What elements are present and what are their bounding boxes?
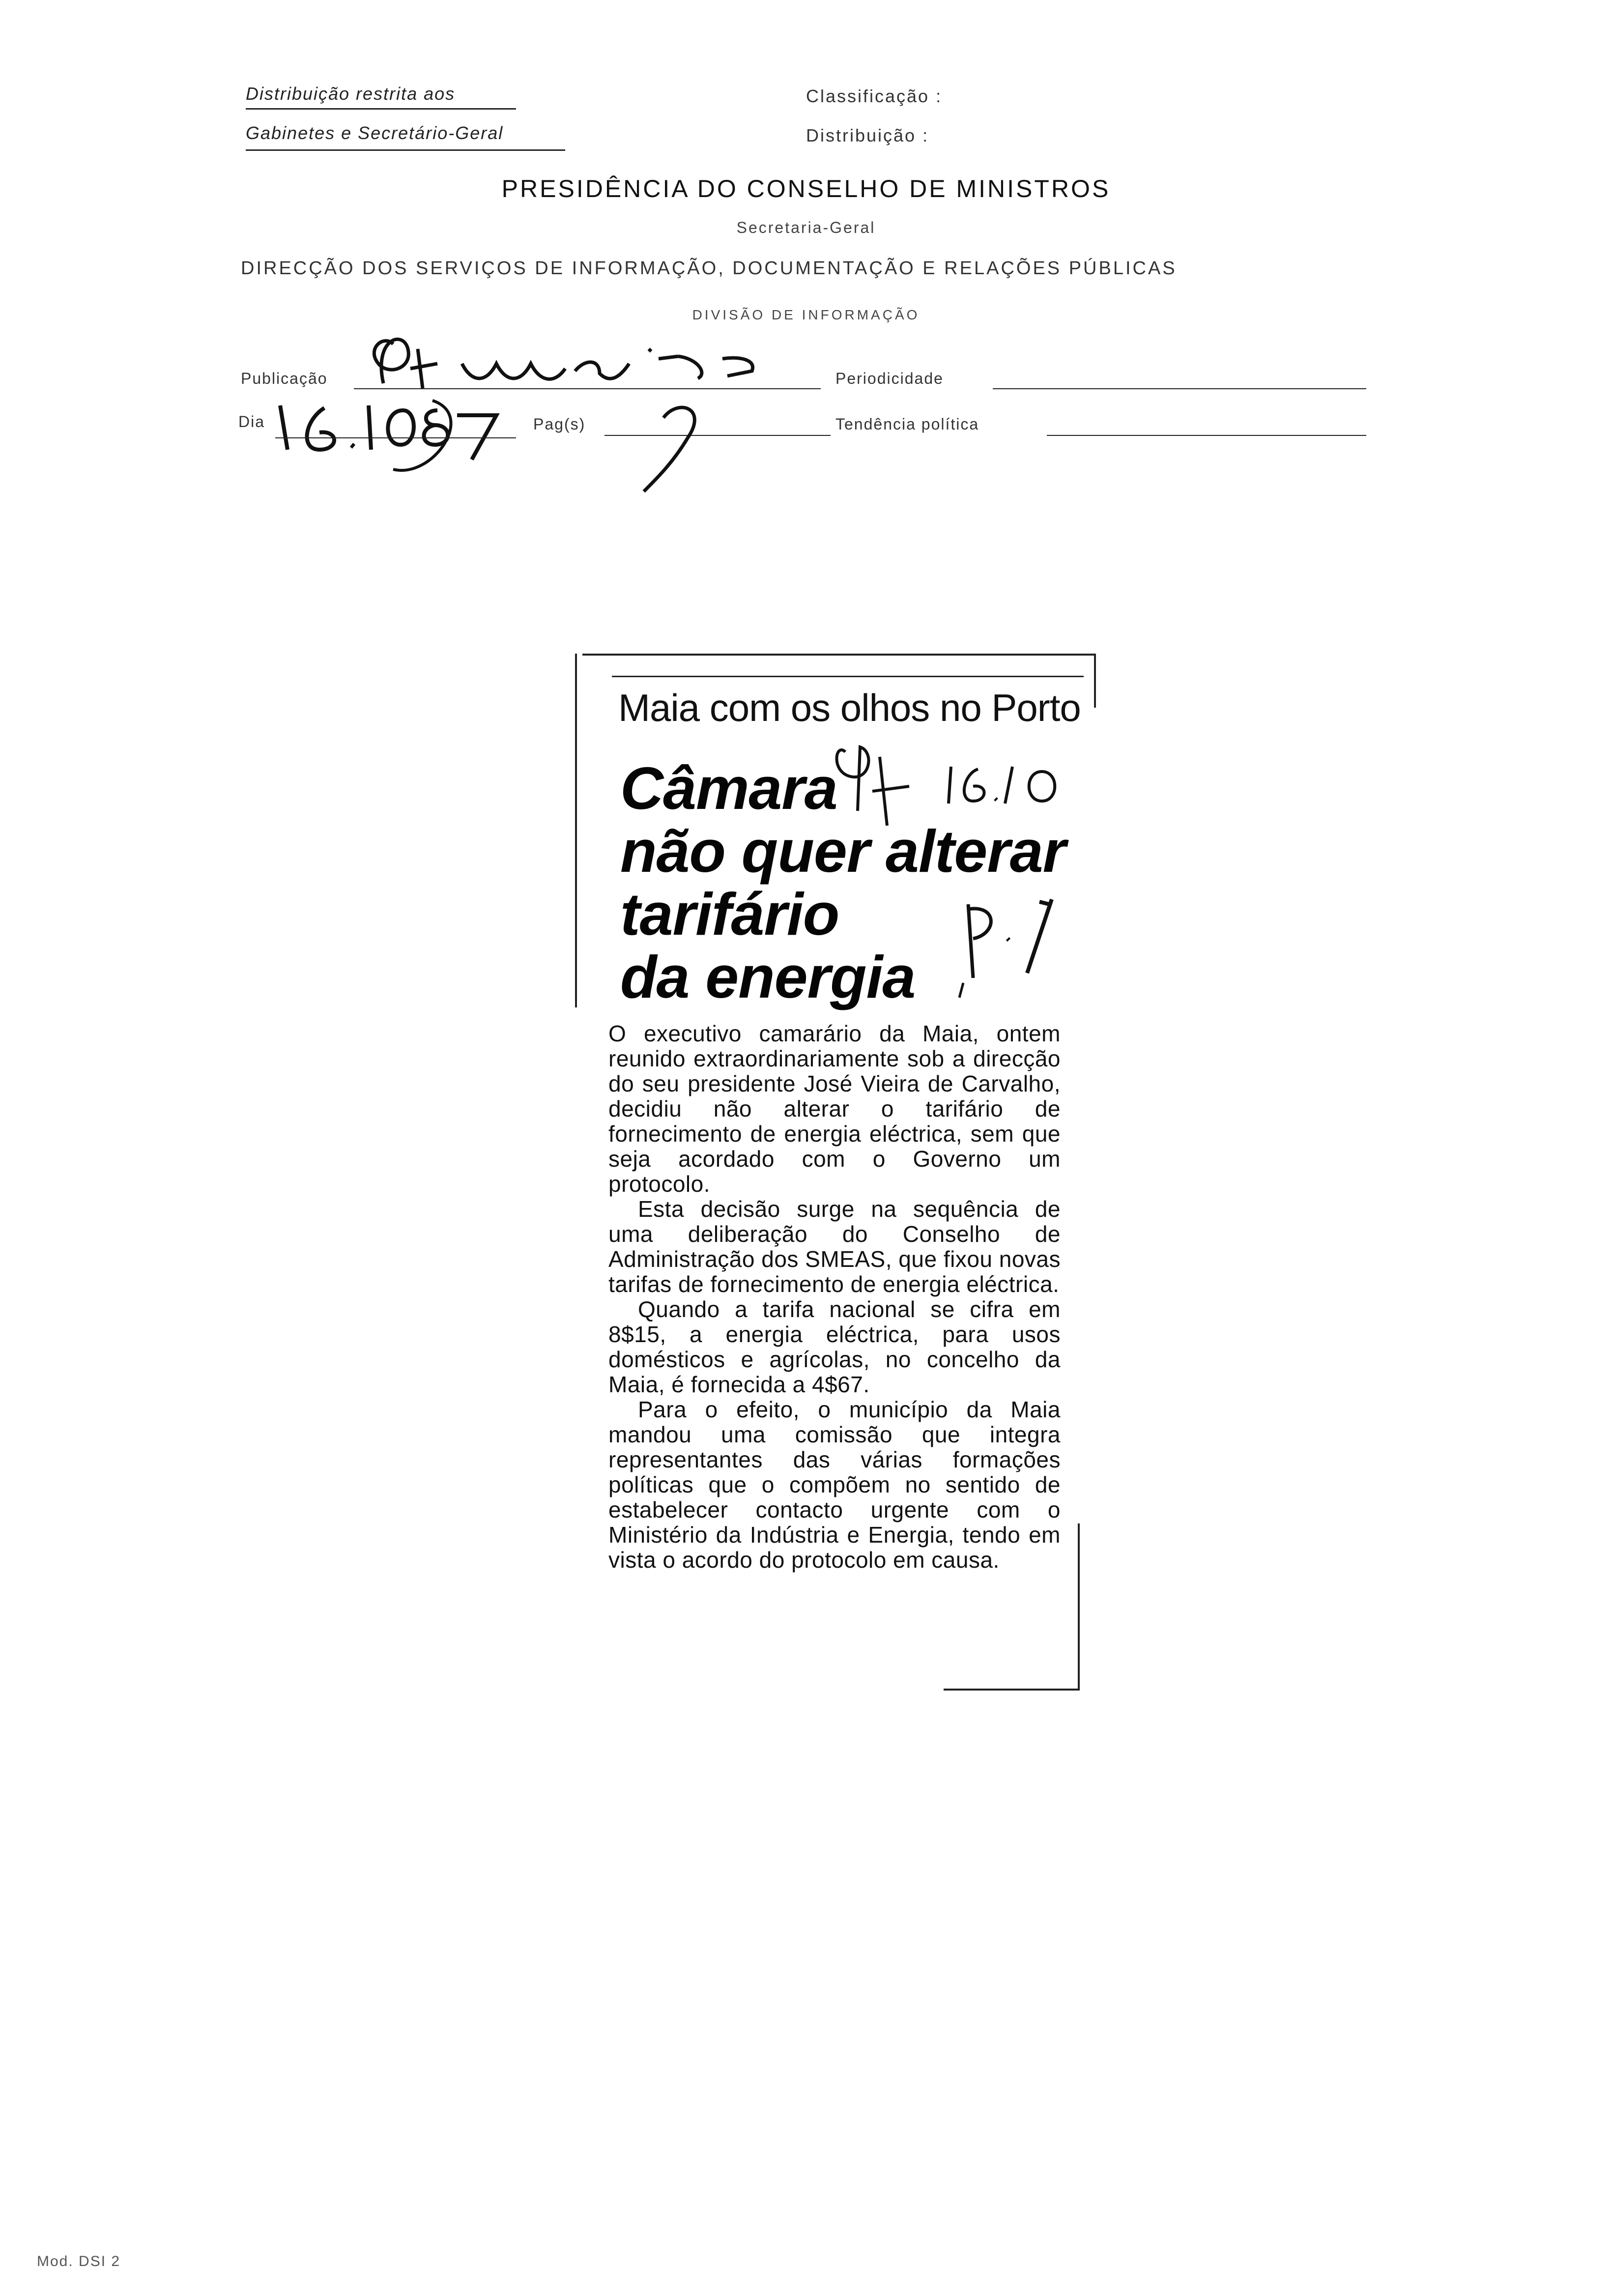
publication-label: Publicação — [241, 370, 328, 387]
article-kicker: Maia com os olhos no Porto — [618, 686, 1081, 729]
directorate-line: DIRECÇÃO DOS SERVIÇOS DE INFORMAÇÃO, DOCUMENTAÇÃO E RELAÇÕES PÚBLICAS — [241, 258, 1177, 279]
article-paragraph: Quando a tarifa nacional se cifra em 8$15, a energia eléctrica, para usos domésticos e agrícolas, no concelho da Maia, é fornecida a 4$67. — [608, 1296, 1061, 1397]
page-subtitle: Secretaria-Geral — [736, 219, 876, 236]
form-code: Mod. DSI 2 — [37, 2253, 121, 2269]
page-number-handwriting-icon — [639, 398, 718, 496]
page-title: PRESIDÊNCIA DO CONSELHO DE MINISTROS — [501, 175, 1111, 202]
clipping-top-border — [582, 654, 1096, 656]
pages-label: Pag(s) — [533, 415, 586, 433]
distribution-underline-1 — [246, 108, 516, 110]
article-body — [608, 1021, 1061, 1573]
clipping-right-border-lower — [1078, 1523, 1080, 1691]
division-line: DIVISÃO DE INFORMAÇÃO — [692, 307, 920, 322]
article-paragraph: Para o efeito, o município da Maia mandou uma comissão que integra representantes das várias formações políticas que o compõem no sentido de estabelecer contacto urgente com o Ministério da Indústria e Energia, tendo em vista o acordo do protocolo em causa. — [608, 1397, 1061, 1573]
publication-handwritten-value — [364, 329, 806, 398]
clipping-bottom-border — [944, 1689, 1079, 1691]
political-tendency-field-line — [1047, 435, 1366, 436]
clipping-left-border — [575, 654, 577, 1007]
page-annotation-handwriting-icon — [953, 894, 1081, 1012]
political-tendency-label: Tendência política — [835, 415, 979, 433]
article-paragraph: O executivo camarário da Maia, ontem reunido extraordinariamente sob a direcção do seu presidente José Vieira de Carvalho, decidiu não alterar o tarifário de fornecimento de energia eléctrica, sem que seja acordado com o Governo um protocolo. — [608, 1021, 1061, 1197]
headline-line-3: tarifário — [620, 881, 839, 947]
day-field-line — [275, 437, 516, 438]
publication-handwriting-icon — [364, 329, 806, 398]
distribution-underline-2 — [246, 149, 565, 151]
distribution-note-line1: Distribuição restrita aos — [246, 84, 456, 104]
headline-page-annotation — [953, 894, 1081, 1012]
clipping-right-border — [1094, 654, 1096, 708]
kicker-rule — [612, 676, 1084, 677]
periodicity-label: Periodicidade — [835, 370, 944, 387]
pages-handwritten-value — [639, 398, 718, 496]
distribution-note-line2: Gabinetes e Secretário-Geral — [246, 123, 504, 143]
pages-field-line — [604, 435, 831, 436]
source-annotation-handwriting-icon — [831, 737, 1086, 835]
classification-label: Classificação : — [806, 86, 943, 106]
headline-source-annotation — [831, 737, 1086, 835]
headline-line-2: não quer alterar — [620, 818, 1066, 885]
distribution-label: Distribuição : — [806, 125, 929, 145]
headline-line-4: da energia — [620, 944, 916, 1010]
headline-line-1: Câmara — [620, 755, 837, 822]
day-label: Dia — [238, 413, 265, 430]
article-paragraph: Esta decisão surge na sequência de uma deliberação do Conselho de Administração dos SMEAS, que fixou novas tarifas de fornecimento de energia eléctrica. — [608, 1196, 1061, 1297]
periodicity-field-line — [993, 388, 1366, 389]
